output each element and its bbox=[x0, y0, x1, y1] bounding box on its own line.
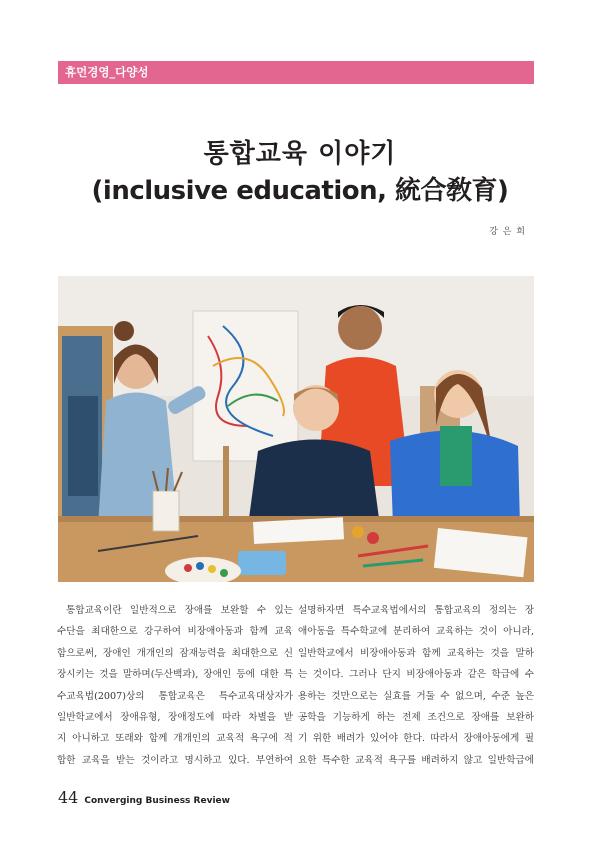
body-line: 기 위한 배려가 있어야 한다. 따라서 장애아동에게 필 bbox=[298, 733, 534, 745]
body-line: 용하는 것만으로는 실효를 거둘 수 없으며, 수준 높은 bbox=[298, 690, 534, 702]
author-name: 강 은 희 bbox=[489, 227, 526, 237]
body-line: 일반학교에서 비장애아동과 함께 교육하는 것을 말하 bbox=[298, 647, 534, 659]
body-line: 일반학교에서 장애유형, 장애정도에 따라 차별을 받 bbox=[57, 712, 293, 724]
body-column-right bbox=[298, 600, 534, 771]
body-line: 수단을 최대한으로 강구하여 비장애아동과 함께 교육 bbox=[57, 626, 293, 638]
page-number: 44 bbox=[58, 788, 79, 807]
body-line: 합한 교육을 받는 것이라고 명시하고 있다. 부연하여 bbox=[57, 754, 293, 766]
magazine-name: Converging Business Review bbox=[84, 796, 230, 806]
body-line: 애아동을 특수학교에 분리하여 교육하는 것이 아니라, bbox=[298, 626, 534, 638]
page-footer bbox=[58, 788, 230, 808]
section-header-bar bbox=[58, 61, 534, 84]
body-line: 장시키는 것을 말하며(두산백과), 장애인 등에 대한 특 bbox=[57, 669, 293, 681]
article-title-line-2: (inclusive education, 統合敎育) bbox=[91, 176, 509, 206]
body-line: 는 것이다. 그러나 단지 비장애아동과 같은 학급에 수 bbox=[298, 669, 534, 681]
body-line: 지 아니하고 또래와 함께 개개인의 교육적 욕구에 적 bbox=[57, 733, 293, 745]
classroom-illustration bbox=[58, 276, 534, 582]
article-title-line-1: 통합교육 이야기 bbox=[203, 139, 397, 169]
body-line: 수교육법(2007)상의 통합교육은 특수교육대상자가 bbox=[57, 690, 293, 702]
body-line: 설명하자면 특수교육법에서의 통합교육의 정의는 장 bbox=[298, 605, 534, 616]
body-line: 요한 특수한 교육적 욕구를 배려하지 않고 일반학급에 bbox=[298, 754, 534, 766]
article-photo bbox=[58, 276, 534, 582]
body-line: 통합교육이란 일반적으로 장애를 보완할 수 있는 bbox=[66, 605, 293, 616]
section-label: 휴먼경영_다양성 bbox=[65, 65, 149, 79]
body-line: 공학을 기능하게 하는 전제 조건으로 장애를 보완하 bbox=[298, 712, 534, 724]
body-column-left bbox=[57, 600, 293, 771]
body-line: 함으로써, 장애인 개개인의 잠재능력을 최대한으로 신 bbox=[57, 647, 293, 659]
